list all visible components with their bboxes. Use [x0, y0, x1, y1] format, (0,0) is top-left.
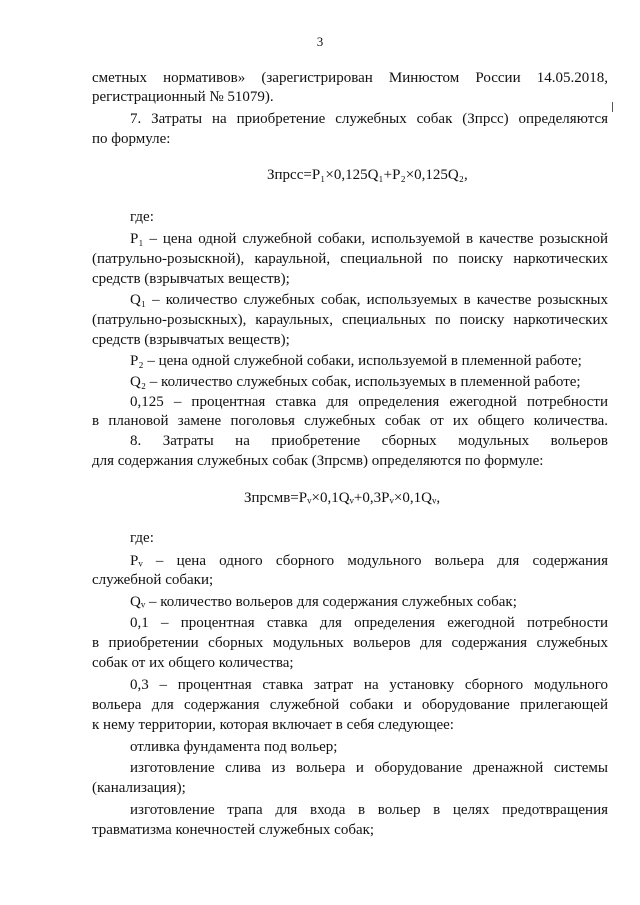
- text-line: изготовление трапа для входа в вольер в целях предотвращения: [130, 802, 608, 818]
- margin-mark: [612, 102, 613, 112]
- text-line: Qᵥ – количество вольеров для содержания служебных собак;: [130, 594, 517, 610]
- text-line: 7. Затраты на приобретение служебных собак (Зпрсс) определяются: [130, 111, 608, 127]
- formula-2: Зпрсмв=Pᵥ×0,1Qᵥ+0,3Pᵥ×0,1Qᵥ,: [244, 490, 441, 506]
- text-line: P₂ – цена одной служебной собаки, используемой в племенной работе;: [130, 353, 582, 369]
- text-line: вольера для содержания служебной собаки и оборудование прилегающей: [92, 697, 608, 713]
- text-line: для содержания служебных собак (Зпрсмв) определяются по формуле:: [92, 453, 544, 469]
- text-line: в плановой замене поголовья служебных собак от их общего количества.: [92, 413, 608, 429]
- text-line: изготовление слива из вольера и оборудование дренажной системы: [130, 760, 608, 776]
- text-line: собак от их общего количества;: [92, 655, 294, 671]
- text-line: Q₂ – количество служебных собак, используемых в племенной работе;: [130, 374, 581, 390]
- text-line: отливка фундамента под вольер;: [130, 739, 338, 755]
- text-line: регистрационный № 51079).: [92, 89, 274, 105]
- text-line: 0,1 – процентная ставка для определения ежегодной потребности: [130, 615, 608, 631]
- text-line: средств (взрывчатых веществ);: [92, 332, 290, 348]
- text-line: к нему территории, которая включает в себя следующее:: [92, 717, 454, 733]
- text-line: (патрульно-розыскной), караульной, специальной по поиску наркотических: [92, 251, 608, 267]
- text-line: 0,125 – процентная ставка для определения ежегодной потребности: [130, 394, 608, 410]
- text-line: Q₁ – количество служебных собак, используемых в качестве розыскных: [130, 292, 608, 308]
- text-line: травматизма конечностей служебных собак;: [92, 822, 375, 838]
- formula-1: Зпрсс=P₁×0,125Q₁+P₂×0,125Q₂,: [267, 167, 468, 183]
- text-line: 8. Затраты на приобретение сборных модульных вольеров: [130, 433, 608, 449]
- text-line: Pᵥ – цена одного сборного модульного вольера для содержания: [130, 553, 608, 569]
- text-line: средств (взрывчатых веществ);: [92, 271, 290, 287]
- text-line: по формуле:: [92, 131, 171, 147]
- text-line: где:: [130, 209, 154, 225]
- text-line: где:: [130, 530, 154, 546]
- text-line: (канализация);: [92, 780, 186, 796]
- text-line: (патрульно-розыскных), караульных, специальных по поиску наркотических: [92, 312, 608, 328]
- text-line: сметных нормативов» (зарегистрирован Минюстом России 14.05.2018,: [92, 70, 608, 86]
- text-line: P₁ – цена одной служебной собаки, используемой в качестве розыскной: [130, 231, 608, 247]
- text-line: служебной собаки;: [92, 572, 214, 588]
- page-number: 3: [316, 34, 324, 49]
- text-line: 0,3 – процентная ставка затрат на установку сборного модульного: [130, 677, 608, 693]
- text-line: в приобретении сборных модульных вольеров для содержания служебных: [92, 635, 608, 651]
